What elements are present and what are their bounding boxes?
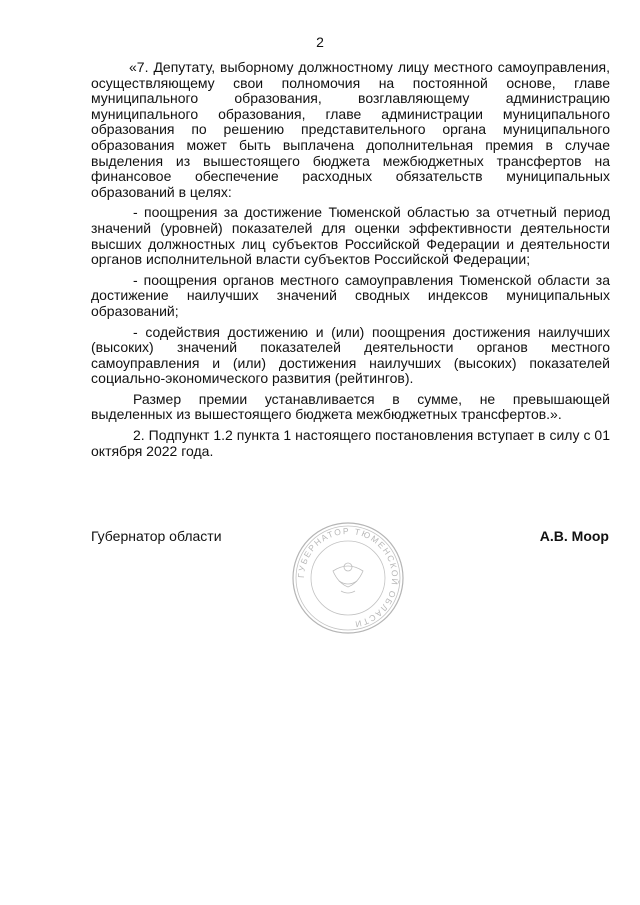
paragraph-goal-indices: - поощрения органов местного самоуправления Тюменской области за достижение наилучших значений сводных индексов муниципальных образований; <box>91 271 610 319</box>
paragraph-goal-indicators: - поощрения за достижение Тюменской областью за отчетный период значений (уровней) показателей для оценки эффективности деятельности высших должностных лиц субъектов Российской Федерации и деятельности органов исполнительной власти субъектов Российской Федерации; <box>91 204 610 268</box>
paragraph-goal-ratings: - содействия достижению и (или) поощрения достижения наилучших (высоких) значений показателей деятельности органов местного самоуправления и (или) достижения наилучших (высоких) показателей социально-экономического развития (рейтингов). <box>91 323 610 387</box>
signatory-position: Губернатор области <box>91 528 222 544</box>
page-number: 2 <box>316 34 324 50</box>
paragraph-effective-date: 2. Подпункт 1.2 пункта 1 настоящего постановления вступает в силу с 01 октября 2022 года. <box>91 427 610 459</box>
seal-icon <box>291 521 405 635</box>
paragraph-article-7: «7. Депутату, выборному должностному лицу местного самоуправления, осуществляющему свои полномочия на постоянной основе, главе муниципального образования, возглавляющему администрацию муниципального образования, главе администрации муниципального образования по решению представительного органа муниципального образования может быть выплачена дополнительная премия в случае выделения из вышестоящего бюджета межбюджетных трансфертов на финансовое обеспечение расходных обязательств муниципальных образований в целях: <box>91 59 610 200</box>
svg-text:ГУБЕРНАТОР ТЮМЕНСКОЙ ОБЛАСТИ: ГУБЕРНАТОР ТЮМЕНСКОЙ ОБЛАСТИ <box>295 525 401 630</box>
document-body <box>91 60 610 464</box>
paragraph-bonus-amount: Размер премии устанавливается в сумме, не превышающей выделенных из вышестоящего бюджета межбюджетных трансфертов.». <box>91 390 610 423</box>
signatory-name: А.В. Моор <box>539 528 609 544</box>
